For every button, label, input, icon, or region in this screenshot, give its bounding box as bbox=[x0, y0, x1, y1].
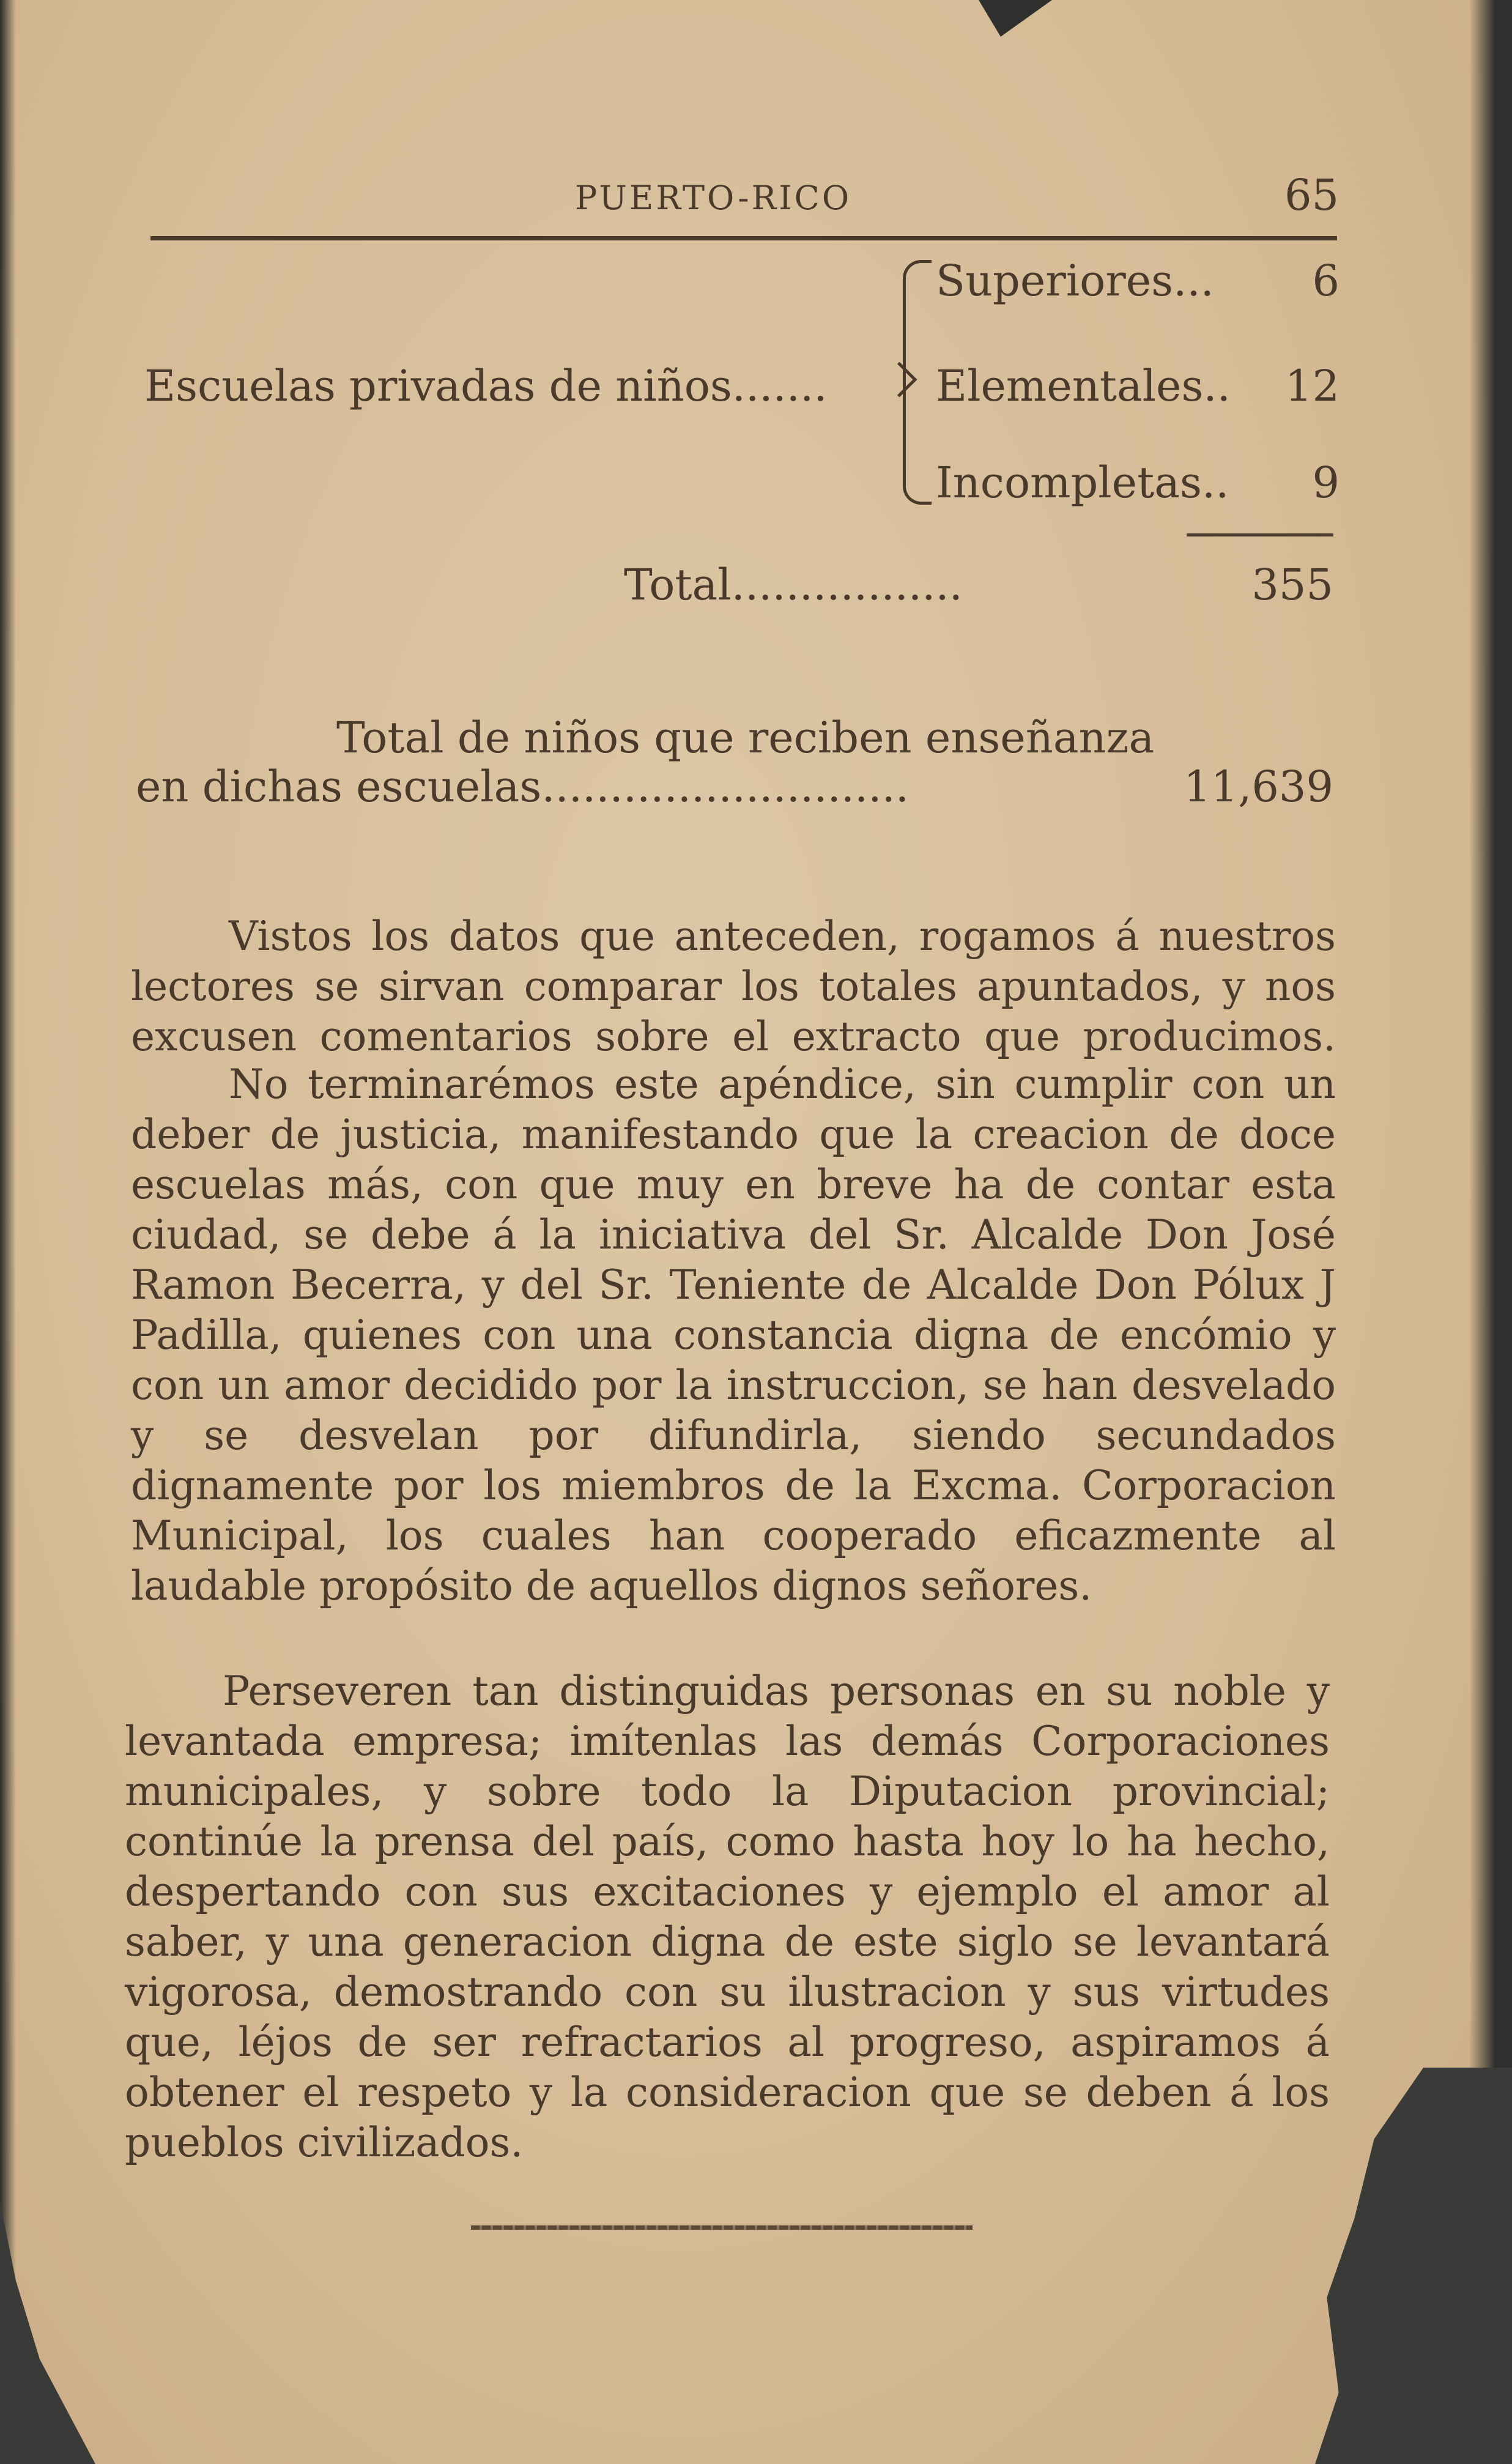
paragraph-text: Perseveren tan distinguidas personas en su noble y levantada empresa; imítenlas las demás Corporaciones municipales, y sobre todo la Diputacion provincial; continúe la prensa del país, como hasta hoy lo ha hecho, despertando con sus excitaciones y ejemplo el amor al saber, y una generacion digna de este siglo se levantará vigorosa, demostrando con su ilustracion y sus virtudes que, léjos de ser refractarios al progreso, aspiramos á obtener el respeto y la consideracion que se deben á los pueblos civilizados. bbox=[125, 1668, 1330, 2166]
category-name: Superiores... bbox=[936, 256, 1214, 306]
body-paragraph-2 bbox=[131, 1059, 1336, 1611]
paragraph-text: Vistos los datos que anteceden, rogamos á nuestros lectores se sirvan comparar los totales apuntados, y nos excusen comentarios sobre el extracto que producimos. bbox=[131, 913, 1336, 1060]
category-row bbox=[936, 458, 1340, 508]
running-head: PUERTO-RICO bbox=[575, 179, 852, 217]
total-value: 355 bbox=[1251, 560, 1333, 610]
closing-rule bbox=[471, 2225, 973, 2230]
category-count: 12 bbox=[1284, 361, 1340, 411]
torn-corner-top bbox=[979, 0, 1052, 37]
category-name: Incompletas.. bbox=[936, 458, 1229, 508]
paragraph-text: No terminarémos este apéndice, sin cumplir con un deber de justicia, manifestando que la creacion de doce escuelas más, con que muy en breve ha de contar esta ciudad, se debe á la iniciativa del Sr. Alcalde Don José Ramon Becerra, y del Sr. Teniente de Alcalde Don Pólux J Padilla, quienes con una constancia digna de encómio y con un amor decidido por la instruccion, se han desvelado y se desvelan por difundirla, siendo secundados dignamente por los miembros de la Excma. Corporacion Municipal, los cuales han cooperado eficazmente al laudable propósito de aquellos dignos señores. bbox=[131, 1061, 1336, 1609]
category-name: Elementales.. bbox=[936, 361, 1231, 411]
category-row bbox=[936, 256, 1340, 306]
total-label: Total................. bbox=[624, 560, 963, 610]
header-rule bbox=[150, 236, 1337, 240]
enrollment-label-line1: Total de niños que reciben enseñanza bbox=[336, 713, 1155, 763]
page-edge-left bbox=[0, 0, 16, 2464]
schools-row-label: Escuelas privadas de niños....... bbox=[144, 361, 828, 411]
enrollment-label-line2: en dichas escuelas........................... bbox=[136, 762, 910, 812]
category-row bbox=[936, 361, 1340, 411]
torn-corner-bottom-left bbox=[0, 2202, 159, 2464]
category-count: 9 bbox=[1312, 458, 1340, 508]
body-paragraph-1 bbox=[131, 911, 1336, 1062]
body-paragraph-3 bbox=[125, 1666, 1330, 2168]
torn-corner-bottom-right bbox=[1315, 2068, 1512, 2464]
page-number: 65 bbox=[1284, 170, 1340, 220]
enrollment-value: 11,639 bbox=[1184, 762, 1333, 812]
category-count: 6 bbox=[1312, 256, 1340, 306]
subtotal-rule bbox=[1187, 533, 1333, 536]
